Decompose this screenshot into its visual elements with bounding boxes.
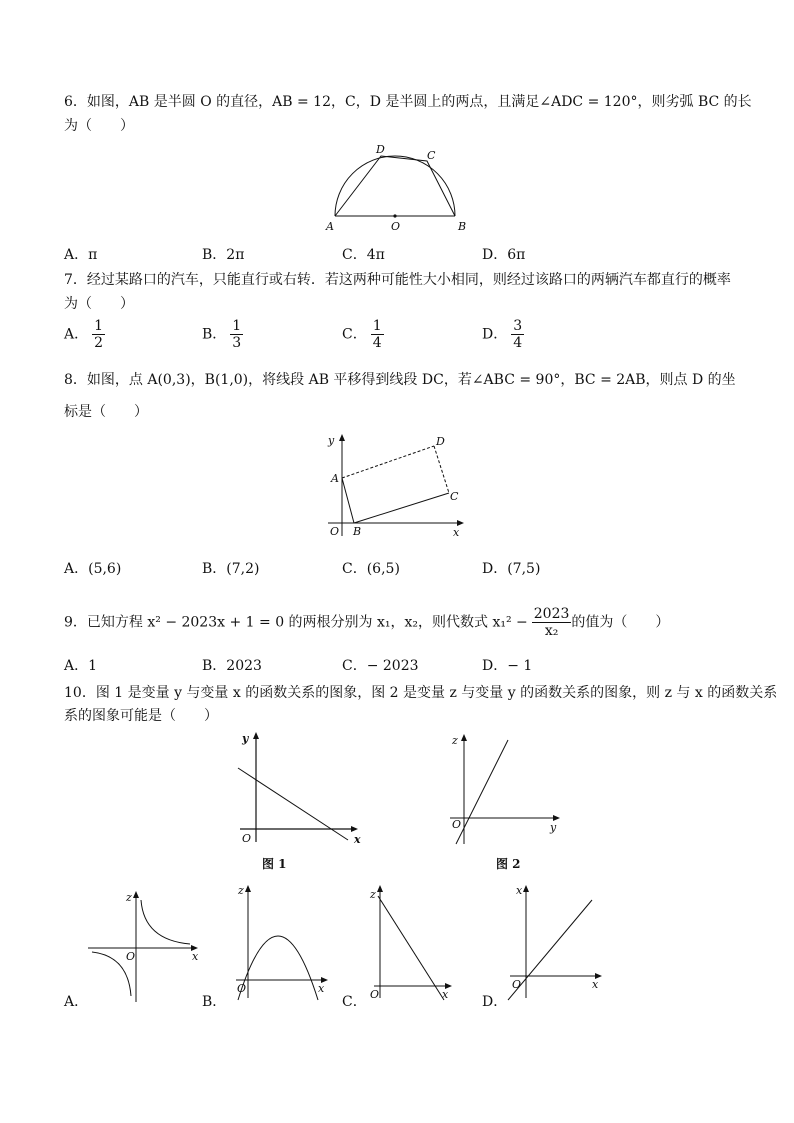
q8-text-line1: 8．如图，点 A(0,3)，B(1,0)，将线段 AB 平移得到线段 DC，若∠ABC = 90°，BC = 2AB，则点 D 的坐 [64,372,736,388]
q10-option-a[interactable]: A． [64,994,89,1010]
q8-label-x: x [453,526,460,539]
fig2-label-y: y [550,821,557,834]
q10-text-line1: 10．图 1 是变量 y 与变量 x 的函数关系的图象，图 2 是变量 z 与变量 y 的函数关系的图象，则 z 与 x 的函数关系 [64,685,778,701]
q10-figure-1 [236,730,366,846]
q8-option-a[interactable]: A．(5,6) [64,561,122,577]
q7-option-c-fraction: $\frac{1}{4}$ [372,318,382,351]
q7-option-a-fraction: $\frac{1}{2}$ [94,318,104,351]
q9-option-a[interactable]: A．1 [64,658,98,674]
fig2-caption: 图 2 [496,857,521,871]
choice-d-label-O: O [512,978,522,991]
choice-b-label-O: O [237,982,247,995]
choice-a-label-O: O [126,950,136,963]
q8-label-B: B [353,525,362,538]
q6-label-O: O [391,220,401,233]
q7-option-c[interactable]: C． $\frac{1}{4}$ [342,318,382,351]
q6-option-c[interactable]: C．4π [342,247,385,263]
q7-text-line2: 为（ ） [64,296,134,312]
q10-choice-a-graph [84,888,204,1004]
choice-c-label-x: x [442,988,449,1001]
fig1-label-x: x [354,833,361,846]
choice-a-label-x: x [192,950,199,963]
q6-semicircle-figure [320,142,470,237]
q10-option-d[interactable]: D． [482,994,508,1010]
choice-b-label-z: z [238,884,244,897]
fig1-label-y: y [242,732,249,745]
q7-option-a[interactable]: A． $\frac{1}{2}$ [64,318,104,351]
q6-label-B: B [458,220,467,233]
choice-d-label-x: x [592,978,599,991]
q10-choice-d-graph [500,882,610,1004]
choice-b-label-x: x [318,982,325,995]
choice-a-label-z: z [126,891,132,904]
fig1-label-O: O [242,832,252,845]
q8-label-C: C [450,490,459,503]
q8-option-b[interactable]: B．(7,2) [202,561,260,577]
q10-figure-2 [446,732,566,848]
choice-d-label-z: x [516,884,523,897]
q6-text-line2: 为（ ） [64,118,134,134]
q7-option-b[interactable]: B． $\frac{1}{3}$ [202,318,242,351]
q7-option-d-fraction: $\frac{3}{4}$ [513,318,523,351]
q9-option-c[interactable]: C．− 2023 [342,658,419,674]
q9-option-b[interactable]: B．2023 [202,658,262,674]
q6-option-d[interactable]: D．6π [482,247,526,263]
q8-coordinate-figure [322,432,472,540]
q10-option-c[interactable]: C． [342,994,367,1010]
fig1-caption: 图 1 [262,857,287,871]
choice-c-label-z: z [370,888,376,901]
q8-option-d[interactable]: D．(7,5) [482,561,541,577]
q8-label-y: y [328,434,335,447]
q8-option-c[interactable]: C．(6,5) [342,561,400,577]
fig2-label-z: z [452,734,458,747]
q10-option-b[interactable]: B． [202,994,227,1010]
q6-label-D: D [376,143,385,156]
q9-text-line1: 9．已知方程 x² − 2023x + 1 = 0 的两根分别为 x₁，x₂，则代数式 x₁² − $\frac{2023}{\text{x₂}}$ 的值为（ ） [64,606,670,639]
q7-text-line1: 7．经过某路口的汽车，只能直行或右转．若这两种可能性大小相同，则经过该路口的两辆汽车都直行的概率 [64,272,731,288]
q8-label-O: O [330,525,340,538]
q9-fraction: $\frac{2023}{\text{x₂}}$ [533,606,570,639]
q8-label-D: D [436,435,445,448]
q10-choice-c-graph [364,882,460,1004]
q7-option-b-fraction: $\frac{1}{3}$ [232,318,242,351]
fig2-label-O: O [452,818,462,831]
q7-option-d[interactable]: D． $\frac{3}{4}$ [482,318,523,351]
q6-option-a[interactable]: A．π [64,247,98,263]
q8-label-A: A [331,472,339,485]
q10-text-line2: 系的图象可能是（ ） [64,708,218,724]
q10-choice-b-graph [226,882,336,1004]
q9-option-d[interactable]: D．− 1 [482,658,533,674]
q6-text-line1: 6．如图，AB 是半圆 O 的直径，AB = 12，C，D 是半圆上的两点，且满足∠ADC = 120°，则劣弧 BC 的长 [64,94,752,110]
choice-c-label-O: O [370,988,380,1001]
q8-text-line2: 标是（ ） [64,404,148,420]
q6-label-C: C [427,149,436,162]
q6-option-b[interactable]: B．2π [202,247,245,263]
q6-label-A: A [326,220,334,233]
